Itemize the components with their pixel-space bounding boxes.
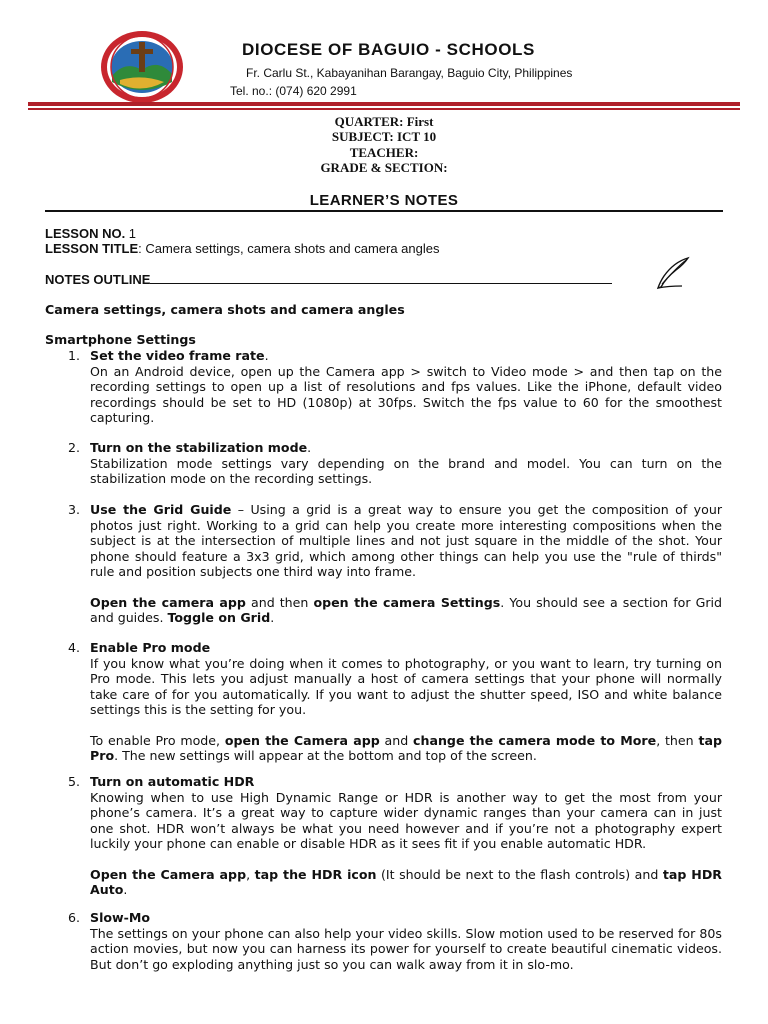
item-2-body: Stabilization mode settings vary depending on the brand and model. You can turn on the stabilization mode on the recording settings.: [90, 455, 722, 486]
item-6: [90, 910, 722, 972]
section-heading: Camera settings, camera shots and camera angles: [45, 302, 405, 317]
item-3-extra-text-2: . You should see a section for Grid and guides.: [90, 594, 722, 625]
item-3-title: Use the Grid Guide: [90, 502, 232, 517]
item-3-extra-text-3: .: [270, 610, 275, 625]
item-5-extra-bold-2: tap the HDR icon: [254, 866, 377, 882]
item-2-title-suffix: .: [307, 440, 312, 455]
subject-line: SUBJECT: ICT 10: [331, 129, 437, 144]
item-1: [90, 348, 722, 426]
lesson-title-value: : Camera settings, camera shots and camera angles: [138, 241, 440, 256]
item-4-extra-text-0: To enable Pro mode,: [90, 732, 225, 748]
school-seal-logo: [100, 30, 184, 104]
item-5-number: 5.: [68, 774, 81, 789]
subsection-heading: Smartphone Settings: [45, 332, 196, 347]
item-6-body: The settings on your phone can also help your video skills. Slow motion used to be reserved for 80s action movies, but now you can harness its power for yourself to create beautiful cinematic videos. But don’t go exploding anything just so you can walk away from it in slo-mo.: [90, 925, 722, 972]
item-1-title: Set the video frame rate: [90, 348, 265, 363]
item-5-title: Turn on automatic HDR: [90, 774, 255, 789]
item-4-body: If you know what you’re doing when it comes to photography, or you want to learn, try turning on Pro mode. This lets you adjust manually a host of camera settings that your phone will normally take care of for you automatically. If you want to adjust the shutter speed, ISO and white balance settings this is the setting for you.: [90, 655, 722, 717]
quill-pen-icon: [652, 256, 692, 292]
school-address: Fr. Carlu St., Kabayanihan Barangay, Baguio City, Philippines: [246, 66, 573, 80]
item-5-body: Knowing when to use High Dynamic Range or HDR is another way to get the most from your phone’s camera. It’s a great way to capture wider dynamic ranges than your camera can in just one shot. HDR won’t always be what you need however and if you’re not a photography expert luckily your phone can enable or disable HDR as it sees fit if you enable automatic HDR.: [90, 789, 722, 851]
school-name: DIOCESE OF BAGUIO - SCHOOLS: [242, 40, 535, 59]
item-5-extra: [90, 867, 722, 898]
notes-outline-label: NOTES OUTLINE: [45, 272, 151, 287]
title-rule: [45, 210, 723, 212]
teacher-line: TEACHER:: [349, 145, 419, 160]
item-5: [90, 774, 722, 898]
item-4-extra-text-3: . The new settings will appear at the bottom and top of the screen.: [114, 748, 537, 763]
item-3-extra-bold-3: Toggle on Grid: [167, 610, 271, 625]
item-1-body: On an Android device, open up the Camera app > switch to Video mode > and then tap on the recording settings to open up a list of resolutions and fps values. Like the iPhone, default video recordings should be set to HD (1080p) at 30fps. Switch the fps value to 60 for the smoothest capturing.: [90, 363, 722, 425]
item-4-extra-text-1: and: [379, 732, 414, 748]
grade-section-line: GRADE & SECTION:: [320, 160, 448, 175]
item-5-extra-text-2: (It should be next to the flash controls) and: [376, 866, 663, 882]
item-3-extra: [90, 595, 722, 626]
item-4-extra-bold-2: change the camera mode to More: [413, 732, 657, 748]
item-5-extra-bold-1: Open the Camera app: [90, 866, 247, 882]
notes-body: [45, 302, 722, 1002]
item-3-extra-text-1: and then: [245, 594, 314, 610]
item-4-extra: [90, 733, 722, 764]
item-4-extra-bold-1: open the Camera app: [224, 732, 380, 748]
item-4-title: Enable Pro mode: [90, 640, 211, 655]
item-4-number: 4.: [68, 640, 81, 655]
item-4: [90, 640, 722, 764]
lesson-no-label: LESSON NO.: [45, 226, 126, 241]
lesson-title-label: LESSON TITLE: [45, 241, 139, 256]
item-2: [90, 440, 722, 487]
notes-outline: [45, 272, 612, 287]
item-1-title-suffix: .: [264, 348, 269, 363]
item-5-extra-text-3: .: [123, 882, 128, 897]
item-3-extra-bold-2: open the camera Settings: [313, 594, 501, 610]
item-5-extra-bold-3: tap HDR Auto: [90, 866, 722, 897]
lesson-no-value: 1: [125, 226, 137, 241]
item-3-number: 3.: [68, 502, 81, 517]
item-3: [90, 502, 722, 626]
item-3-body: – Using a grid is a great way to ensure you get the composition of your photos just right. Working to a grid can help you create more interesting compositions when the subject is at the intersection of multiple lines and not just square in the middle of the shot. Your phone should feature a 3x3 grid, which among other things can help you use the "rule of thirds" rule and position subjects one third way into frame.: [90, 502, 722, 579]
item-2-number: 2.: [68, 440, 81, 455]
item-4-extra-text-2: , then: [656, 732, 699, 748]
item-2-title: Turn on the stabilization mode: [90, 440, 308, 455]
item-1-number: 1.: [68, 348, 81, 363]
lesson-info: [45, 226, 722, 256]
school-telephone: Tel. no.: (074) 620 2991: [230, 84, 357, 98]
header-rule-top: [28, 102, 740, 106]
quarter-line: QUARTER: First: [334, 114, 434, 129]
item-6-number: 6.: [68, 910, 81, 925]
notes-outline-underline: [150, 274, 612, 284]
document-title: LEARNER’S NOTES: [309, 192, 459, 209]
header-rule-bottom: [28, 108, 740, 110]
item-4-extra-bold-3: tap Pro: [90, 732, 722, 763]
item-6-title: Slow-Mo: [90, 910, 151, 925]
item-5-extra-text-1: ,: [246, 866, 255, 882]
item-3-extra-bold-1: Open the camera app: [90, 594, 246, 610]
